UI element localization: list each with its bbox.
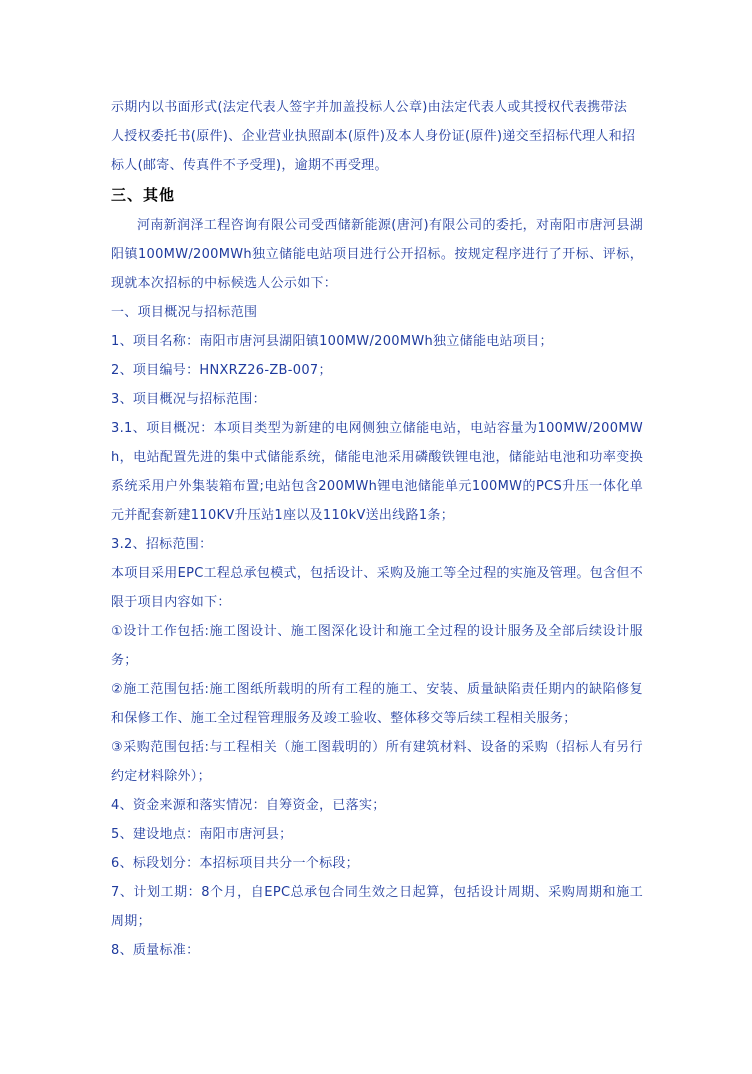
construction-site: 5、建设地点：南阳市唐河县； (111, 827, 293, 842)
project-overview: 3.1、项目概况：本项目类型为新建的电网侧独立储能电站，电站容量为100MW/200MWh，电站配置先进的集中式储能系统，储能电池采用磷酸铁锂电池，储能站电池和功率变换系统采用户外集装箱布置;电站包含200MWh锂电池储能单元100MW的PCS升压一体化单元并配套新建110KV升压站1座以及110kV送出线路1条； (111, 421, 643, 523)
planned-duration: 7、计划工期：8个月，自EPC总承包合同生效之日起算，包括设计周期、采购周期和施工周期； (111, 885, 643, 929)
bidding-scope-title: 3.2、招标范围： (111, 537, 213, 552)
intro-line: 标人(邮寄、传真件不予受理)，逾期不再受理。 (111, 158, 388, 173)
quality-standard: 8、质量标准： (111, 943, 200, 958)
bidding-scope-text: 本项目采用EPC工程总承包模式，包括设计、采购及施工等全过程的实施及管理。包含但不限于项目内容如下： (111, 566, 643, 610)
intro-line: 示期内以书面形式(法定代表人签字并加盖投标人公章)由法定代表人或其授权代表携带法 (111, 100, 628, 115)
subsection-title: 一、项目概况与招标范围 (111, 305, 258, 320)
scope-item-design: ①设计工作包括:施工图设计、施工图深化设计和施工全过程的设计服务及全部后续设计服务； (111, 624, 643, 668)
scope-item-procurement: ③采购范围包括:与工程相关（施工图载明的）所有建筑材料、设备的采购（招标人有另行约定材料除外）； (111, 740, 643, 784)
lot-division: 6、标段划分：本招标项目共分一个标段； (111, 856, 359, 871)
project-overview-title: 3、项目概况与招标范围： (111, 392, 266, 407)
project-number: 2、项目编号：HNXRZ26-ZB-007； (111, 363, 332, 378)
scope-item-construction: ②施工范围包括:施工图纸所载明的所有工程的施工、安装、质量缺陷责任期内的缺陷修复和保修工作、施工全过程管理服务及竣工验收、整体移交等后续工程相关服务； (111, 682, 643, 726)
announcement-paragraph: 河南新润泽工程咨询有限公司受西储新能源(唐河)有限公司的委托，对南阳市唐河县湖阳镇100MW/200MWh独立储能电站项目进行公开招标。按规定程序进行了开标、评标，现就本次招标的中标候选人公示如下： (111, 218, 643, 291)
section-heading: 三、其他 (111, 186, 176, 204)
project-name: 1、项目名称：南阳市唐河县湖阳镇100MW/200MWh独立储能电站项目； (111, 334, 553, 349)
intro-line: 人授权委托书(原件)、企业营业执照副本(原件)及本人身份证(原件)递交至招标代理人和招 (111, 129, 636, 144)
funding-source: 4、资金来源和落实情况：自筹资金，已落实； (111, 798, 386, 813)
document-body (111, 93, 643, 965)
